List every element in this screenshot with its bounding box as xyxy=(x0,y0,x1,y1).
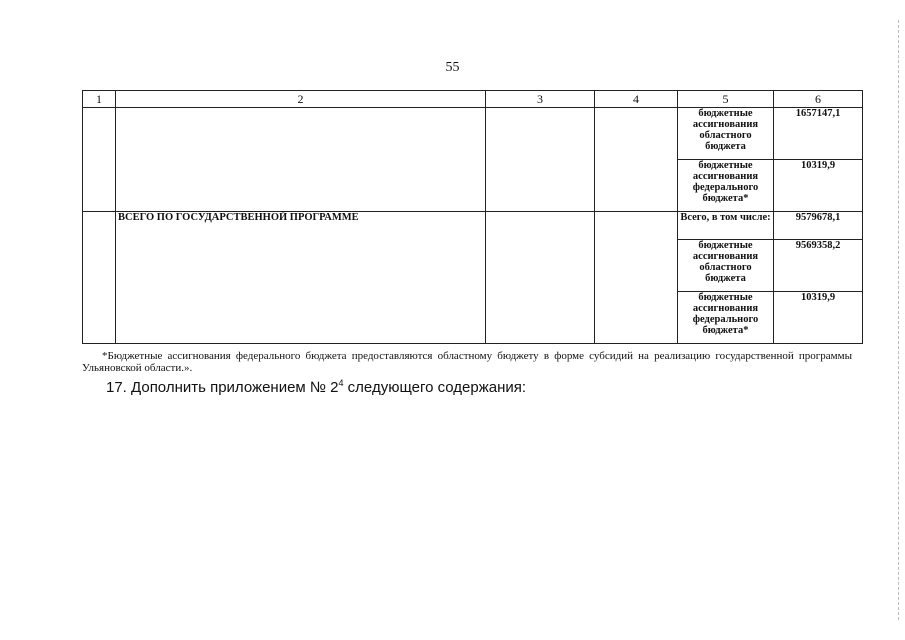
funding-amount: 10319,9 xyxy=(774,292,863,344)
funding-amount: 9569358,2 xyxy=(774,240,863,292)
column-header: 6 xyxy=(774,91,863,108)
funding-source-label: бюджетные ассигнования областного бюджета xyxy=(678,108,774,160)
column-header: 3 xyxy=(486,91,595,108)
cell-empty xyxy=(486,108,595,212)
cell-empty xyxy=(486,212,595,344)
budget-table xyxy=(82,90,863,344)
funding-source-label: бюджетные ассигнования федерального бюджета* xyxy=(678,160,774,212)
cell-empty xyxy=(83,212,116,344)
clause-prefix: 17. Дополнить приложением № 2 xyxy=(106,379,339,396)
funding-amount: 9579678,1 xyxy=(774,212,863,240)
table-row xyxy=(83,108,863,160)
scan-edge-marks xyxy=(896,20,899,620)
funding-source-label: бюджетные ассигнования областного бюджета xyxy=(678,240,774,292)
clause-suffix: следующего содержания: xyxy=(343,379,527,396)
page-number: 55 xyxy=(445,60,460,75)
cell-empty xyxy=(595,212,678,344)
column-header: 2 xyxy=(116,91,486,108)
column-header: 1 xyxy=(83,91,116,108)
table-header-row xyxy=(83,91,863,108)
footnote: *Бюджетные ассигнования федерального бюджета предоставляются областному бюджету в форме субсидий на реализацию государственной программы Ульяновской области.». xyxy=(82,350,852,374)
column-header: 5 xyxy=(678,91,774,108)
funding-amount: 1657147,1 xyxy=(774,108,863,160)
clause-superscript: 4 xyxy=(338,378,344,388)
cell-empty xyxy=(83,108,116,212)
cell-empty xyxy=(595,108,678,212)
funding-source-label: Всего, в том числе: xyxy=(678,212,774,240)
funding-amount: 10319,9 xyxy=(774,160,863,212)
funding-source-label: бюджетные ассигнования федерального бюджета* xyxy=(678,292,774,344)
amendment-clause xyxy=(106,378,526,396)
column-header: 4 xyxy=(595,91,678,108)
table-row xyxy=(83,212,863,240)
program-total-title: ВСЕГО ПО ГОСУДАРСТВЕННОЙ ПРОГРАММЕ xyxy=(116,212,486,344)
cell-empty xyxy=(116,108,486,212)
